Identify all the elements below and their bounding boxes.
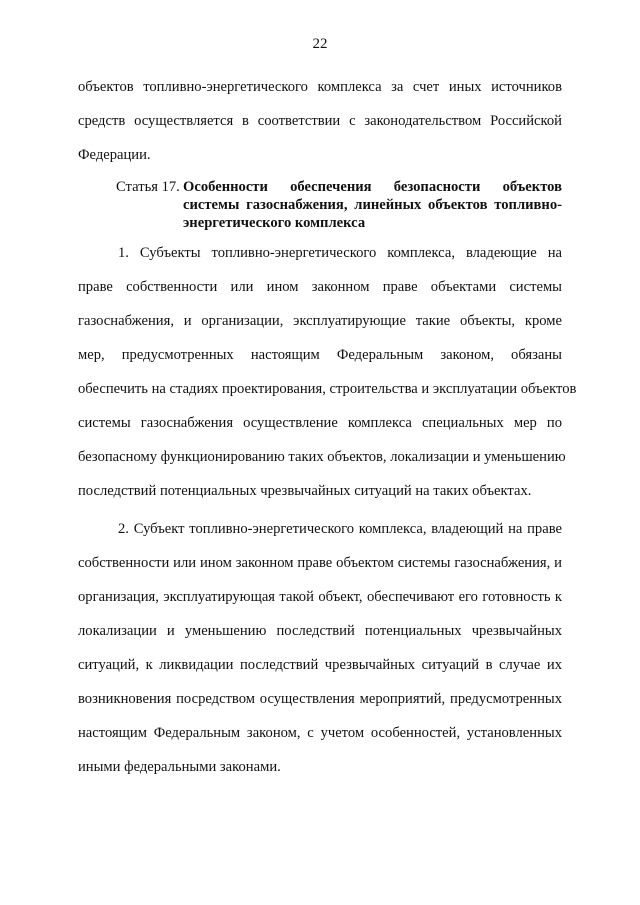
paragraph-line: настоящим Федеральным законом, с учетом особенностей, установленных bbox=[78, 725, 562, 741]
article-heading bbox=[116, 178, 562, 232]
paragraph-line: системы газоснабжения осуществление комплекса специальных мер по bbox=[78, 415, 562, 431]
paragraph-line: 2. Субъект топливно-энергетического комплекса, владеющий на праве bbox=[118, 521, 562, 537]
paragraph-line: последствий потенциальных чрезвычайных ситуаций на таких объектах. bbox=[78, 483, 532, 499]
paragraph-line: средств осуществляется в соответствии с законодательством Российской bbox=[78, 113, 562, 129]
paragraph-line: объектов топливно-энергетического комплекса за счет иных источников bbox=[78, 79, 562, 95]
section-1-paragraph bbox=[78, 236, 577, 508]
paragraph-line: локализации и уменьшению последствий потенциальных чрезвычайных bbox=[78, 623, 562, 639]
article-title-line: энергетического комплекса bbox=[183, 215, 366, 231]
paragraph-line: мер, предусмотренных настоящим Федеральным законом, обязаны bbox=[78, 347, 562, 363]
article-title-line: системы газоснабжения, линейных объектов топливно- bbox=[183, 197, 562, 213]
paragraph-line: собственности или ином законном праве объектом системы газоснабжения, и bbox=[78, 555, 562, 571]
paragraph-line: Федерации. bbox=[78, 147, 151, 163]
paragraph-line: иными федеральными законами. bbox=[78, 759, 281, 775]
paragraph-line: обеспечить на стадиях проектирования, строительства и эксплуатации объектов bbox=[78, 381, 577, 397]
article-title-line: Особенности обеспечения безопасности объектов bbox=[183, 179, 562, 195]
paragraph-line: 1. Субъекты топливно-энергетического комплекса, владеющие на bbox=[118, 245, 562, 261]
article-label: Статья 17. bbox=[116, 179, 180, 195]
paragraph-line: праве собственности или ином законном праве объектами системы bbox=[78, 279, 562, 295]
paragraph-line: газоснабжения, и организации, эксплуатирующие такие объекты, кроме bbox=[78, 313, 562, 329]
paragraph-line: возникновения посредством осуществления мероприятий, предусмотренных bbox=[78, 691, 562, 707]
paragraph-line: безопасному функционированию таких объектов, локализации и уменьшению bbox=[78, 449, 566, 465]
paragraph-line: организация, эксплуатирующая такой объект, обеспечивают его готовность к bbox=[78, 589, 562, 605]
section-2-paragraph bbox=[78, 512, 562, 784]
page-number: 22 bbox=[312, 36, 328, 52]
paragraph-line: ситуаций, к ликвидации последствий чрезвычайных ситуаций в случае их bbox=[78, 657, 562, 673]
article-title bbox=[183, 178, 562, 232]
intro-paragraph bbox=[78, 70, 562, 172]
